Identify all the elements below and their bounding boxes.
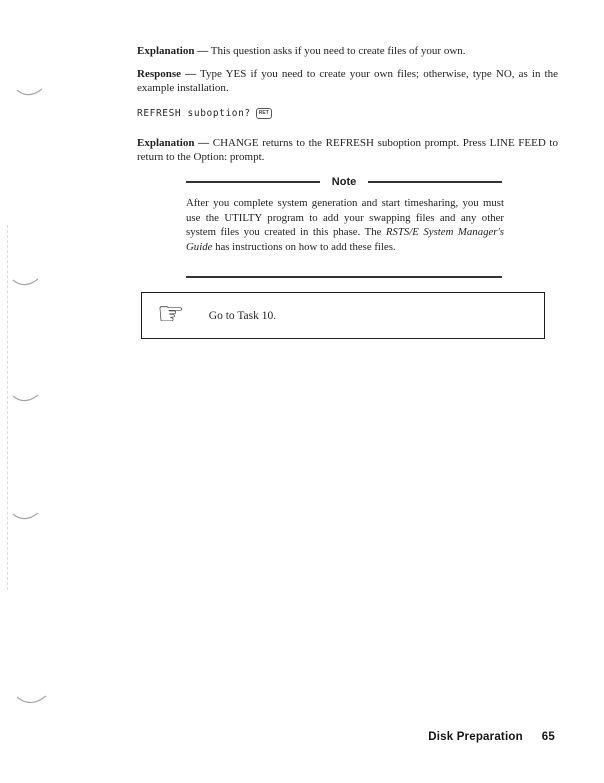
scan-mark-artifact [16,690,48,706]
note-closing-rule [186,276,502,278]
task-direction-box [141,292,545,339]
explanation2-label: Explanation — [137,137,210,149]
note-text-1: After you complete system generation and start timesharing, you must use the UTILTY program to add your swapping files and any other system files you created in this phase. The [186,197,504,239]
note-heading [186,176,502,188]
scan-mark-artifact [12,390,40,404]
note-book-title: RSTS/E System Manager's Guide [186,226,504,253]
explanation-text: This question asks if you need to create files of your own. [208,45,466,57]
scan-edge-artifact [7,225,8,590]
note-rule-right [368,181,502,183]
footer-section-title: Disk Preparation [428,731,523,743]
scan-mark-artifact [12,274,40,288]
explanation-paragraph-1 [137,44,558,58]
terminal-prompt-text: REFRESH suboption? [137,108,251,119]
explanation2-text: CHANGE returns to the REFRESH suboption prompt. Press LINE FEED to return to the Option: prompt. [137,137,558,163]
explanation-label: Explanation — [137,45,209,57]
response-text: Type YES if you need to create your own files; otherwise, type NO, as in the example installation. [137,68,558,94]
explanation-paragraph-2 [137,136,558,164]
return-key-icon: RET [256,108,272,119]
note-text-2: has instructions on how to add these files. [212,240,396,253]
scan-mark-artifact [16,84,44,98]
page-footer [428,731,555,743]
response-label: Response — [137,68,197,80]
task-direction-text: Go to Task 10. [208,309,277,322]
footer-page-number: 65 [541,731,555,743]
response-paragraph [137,67,558,95]
note-rule-left [186,181,320,183]
scan-mark-artifact [12,508,40,522]
note-body [186,196,504,254]
pointing-hand-icon: ☞ [157,296,185,332]
terminal-prompt-line [137,108,272,119]
note-label: Note [331,176,357,188]
